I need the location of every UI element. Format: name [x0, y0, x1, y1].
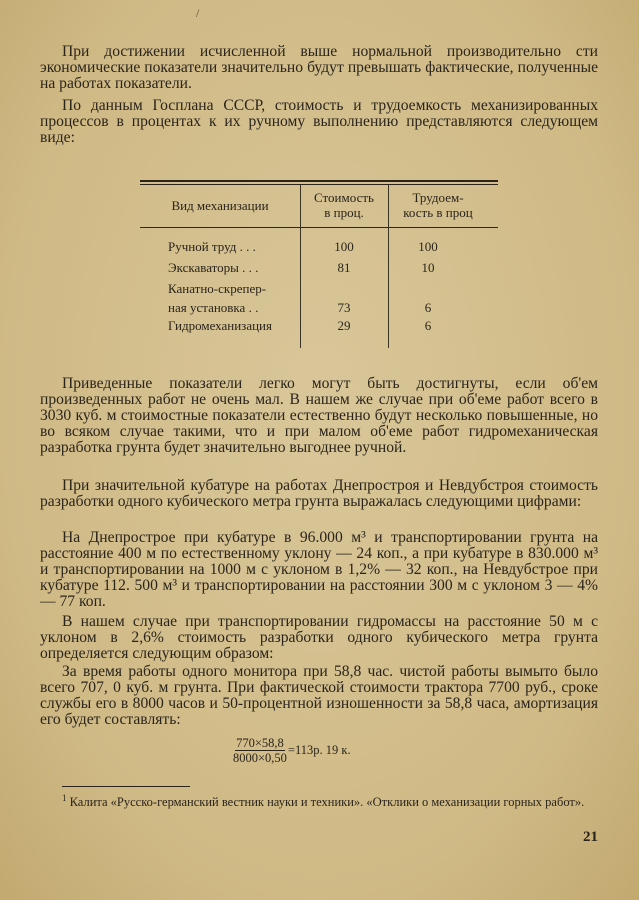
- header-mechanization-type: Вид механизации: [171, 198, 269, 213]
- footnote-text: Калита «Русско-германский вестник науки и техники». «Отклики о механизации горных работ».: [69, 795, 585, 810]
- table-row-name: Гидромеханизация: [168, 318, 272, 333]
- footnote-marker: 1: [62, 793, 67, 803]
- paragraph-3: Приведенные показатели легко могут быть достигнуты, если об'ем произведенных работ не очень мал. В нашем же случае при об'еме работ всего в 3030 куб. м стоимостные показатели естественно будут несколько повышенные, но во всяком случае такими, что и при малом об'еме работ гидромеханическая разработка грунта будет значительно выгоднее ручной.: [40, 375, 598, 456]
- paragraph-7: За время работы одного монитора при 58,8 час. чистой работы вымыто было всего 707, 0 куб. м грунта. При фактической стоимости трактора 7700 руб., сроке службы его в 8000 часов и 50-процентной изношенности за 58,8 часа, амортизация его будет составлять:: [40, 663, 598, 728]
- footnote-rule: [62, 786, 190, 787]
- paragraph-6: В нашем случае при транспортировании гидромассы на расстояние 50 м с уклоном в 2,6% стоимость разработки одного кубического метра грунта определяется следующим образом:: [40, 613, 598, 662]
- table-header-rule: [140, 227, 498, 228]
- paragraph-5: На Днепрострое при кубатуре в 96.000 м³ и транспортировании грунта на расстояние 400 м по естественному уклону — 24 коп., а при кубатуре в 830.000 м³ и транспортировании на 1000 м с уклоном в 1,2% — 32 коп., на Невдубстрое при кубатуре 112. 500 м³ и транспортировании на расстоянии 300 м с уклоном 3 — 4% — 77 коп.: [40, 529, 598, 610]
- table-row-cost: 100: [334, 239, 354, 254]
- table-row-name: Канатно-скрепер-: [168, 281, 267, 296]
- page-number: 21: [583, 829, 598, 845]
- header-cost-line2: в проц.: [324, 205, 364, 220]
- table-row-labor: 6: [424, 318, 432, 333]
- paragraph-1: При достижении исчисленной выше нормальной производительно сти экономические показатели значительно будут превышать фактические, полученные на работах показатели.: [40, 43, 598, 92]
- table-row-name: ная установка . .: [168, 300, 259, 315]
- paragraph-4: При значительной кубатуре на работах Днепростроя и Невдубстроя стоимость разработки одного кубического метра грунта выражалась следующими цифрами:: [40, 477, 598, 510]
- mechanization-table: [140, 180, 498, 350]
- header-labor-line1: Трудоем-: [412, 190, 464, 205]
- table-row-cost: 81: [337, 260, 351, 275]
- footnote: [40, 790, 598, 810]
- table-row-cost: 73: [337, 300, 351, 315]
- table-row-labor: 10: [421, 260, 435, 275]
- table-row-labor: 100: [418, 239, 438, 254]
- header-cost-line1: Стоимость: [314, 190, 374, 205]
- table-top-rule-thin: [140, 184, 498, 185]
- table-row-labor: 6: [424, 300, 432, 315]
- formula-result: =113р. 19 к.: [287, 743, 351, 757]
- table-row-name: Ручной труд . . .: [168, 239, 256, 254]
- formula-fraction: [232, 736, 288, 765]
- formula-denominator: 8000×0,50: [233, 751, 287, 765]
- header-labor-line2: кость в проц: [403, 205, 473, 220]
- formula-numerator: 770×58,8: [236, 736, 284, 750]
- table-top-rule: [140, 180, 498, 182]
- top-mark: /: [196, 6, 200, 20]
- amortization-formula: [232, 736, 351, 765]
- table-row-cost: 29: [337, 318, 351, 333]
- paragraph-2: По данным Госплана СССР, стоимость и трудоемкость механизированных процессов в процентах к их ручному выполнению представляются следующем виде:: [40, 97, 598, 146]
- table-row-name: Экскаваторы . . .: [168, 260, 259, 275]
